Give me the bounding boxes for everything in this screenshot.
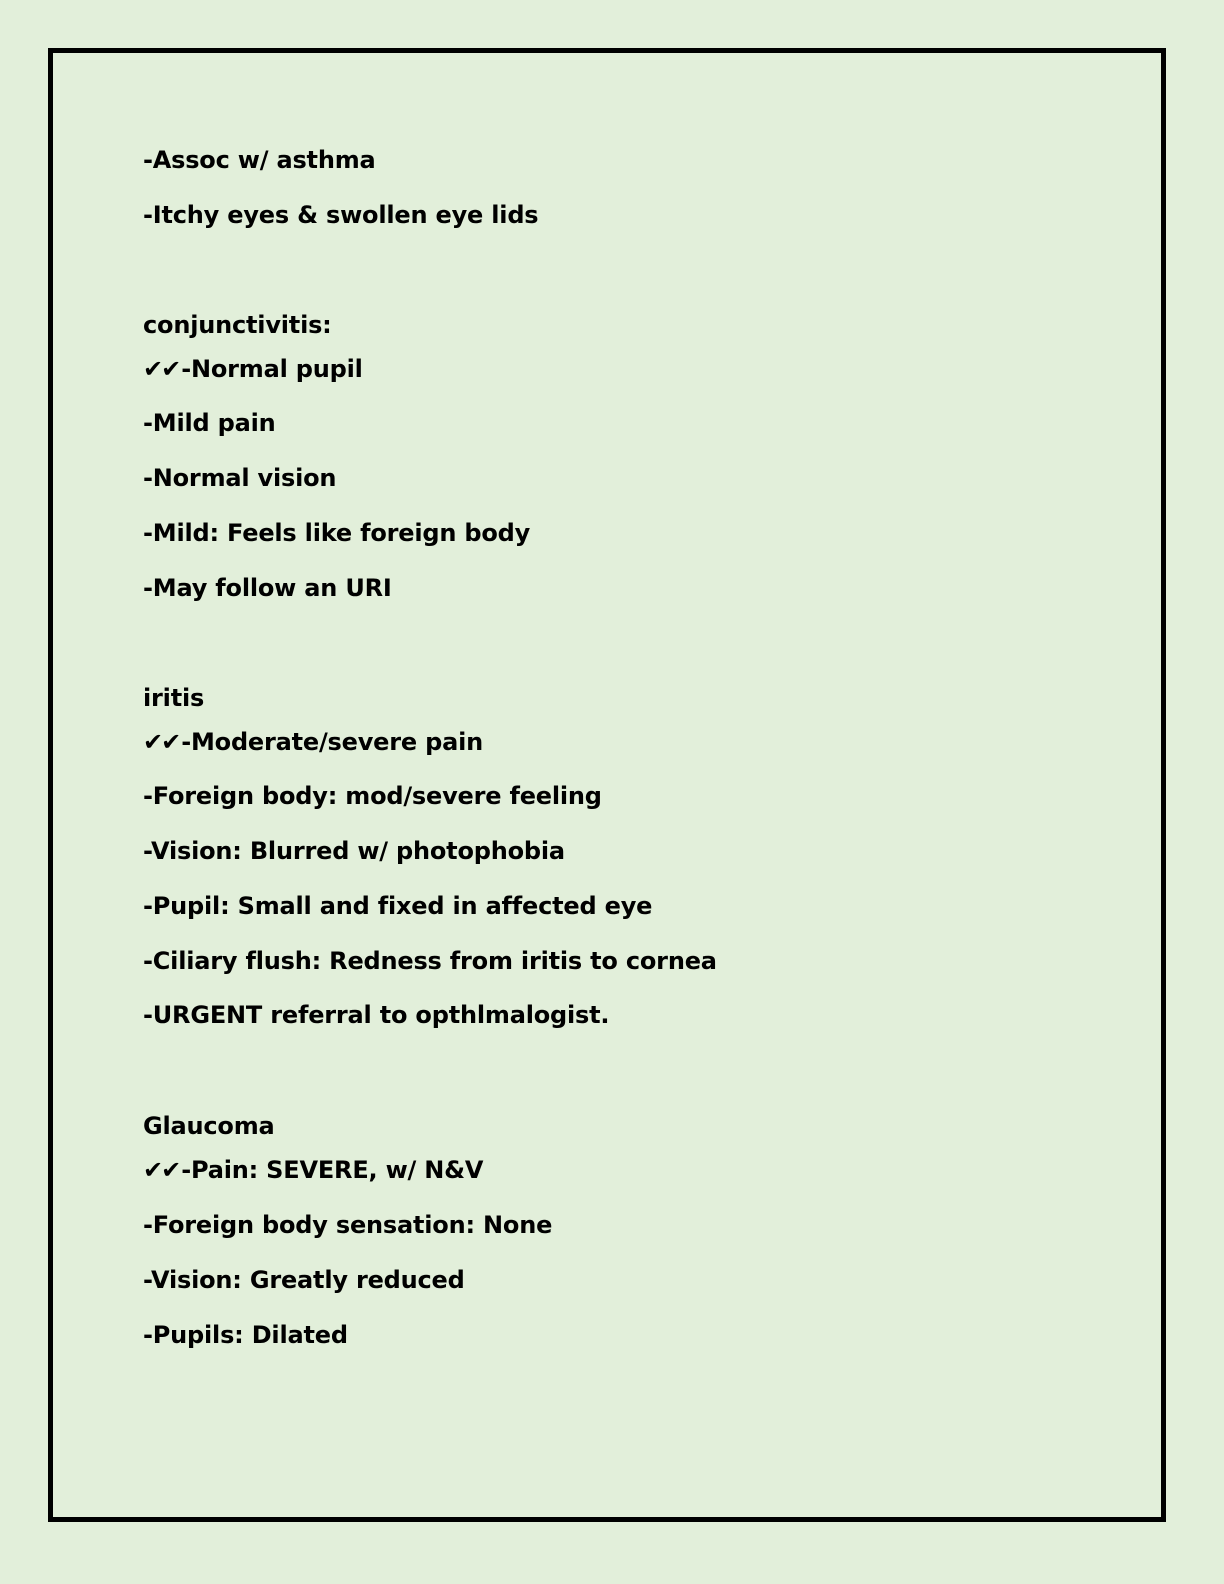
note-line: -Pupils: Dilated xyxy=(143,1321,348,1349)
note-line: -May follow an URI xyxy=(143,574,392,602)
note-line-checked xyxy=(143,1155,483,1185)
note-line: -Vision: Greatly reduced xyxy=(143,1266,465,1294)
note-line-checked xyxy=(143,354,363,384)
section-heading-conjunctivitis: conjunctivitis: xyxy=(143,311,332,339)
note-text: -Pain: SEVERE, w/ N&V xyxy=(181,1156,484,1184)
double-check-icon: ✔✔ xyxy=(143,1156,180,1184)
note-line: -Assoc w/ asthma xyxy=(143,146,376,174)
note-text: -Moderate/severe pain xyxy=(181,728,483,756)
note-line: -Mild: Feels like foreign body xyxy=(143,519,531,547)
note-line: -Normal vision xyxy=(143,464,337,492)
note-line-checked xyxy=(143,727,483,757)
note-line: -Itchy eyes & swollen eye lids xyxy=(143,201,539,229)
double-check-icon: ✔✔ xyxy=(143,728,180,756)
section-heading-glaucoma: Glaucoma xyxy=(143,1112,275,1140)
note-line: -URGENT referral to opthlmalogist. xyxy=(143,1001,610,1029)
note-line: -Pupil: Small and fixed in affected eye xyxy=(143,892,653,920)
note-text: -Normal pupil xyxy=(181,355,363,383)
note-line: -Mild pain xyxy=(143,409,276,437)
note-line: -Ciliary flush: Redness from iritis to cornea xyxy=(143,947,717,975)
note-line: -Vision: Blurred w/ photophobia xyxy=(143,837,565,865)
double-check-icon: ✔✔ xyxy=(143,355,180,383)
note-line: -Foreign body sensation: None xyxy=(143,1211,553,1239)
note-line: -Foreign body: mod/severe feeling xyxy=(143,782,602,810)
section-heading-iritis: iritis xyxy=(143,684,205,712)
